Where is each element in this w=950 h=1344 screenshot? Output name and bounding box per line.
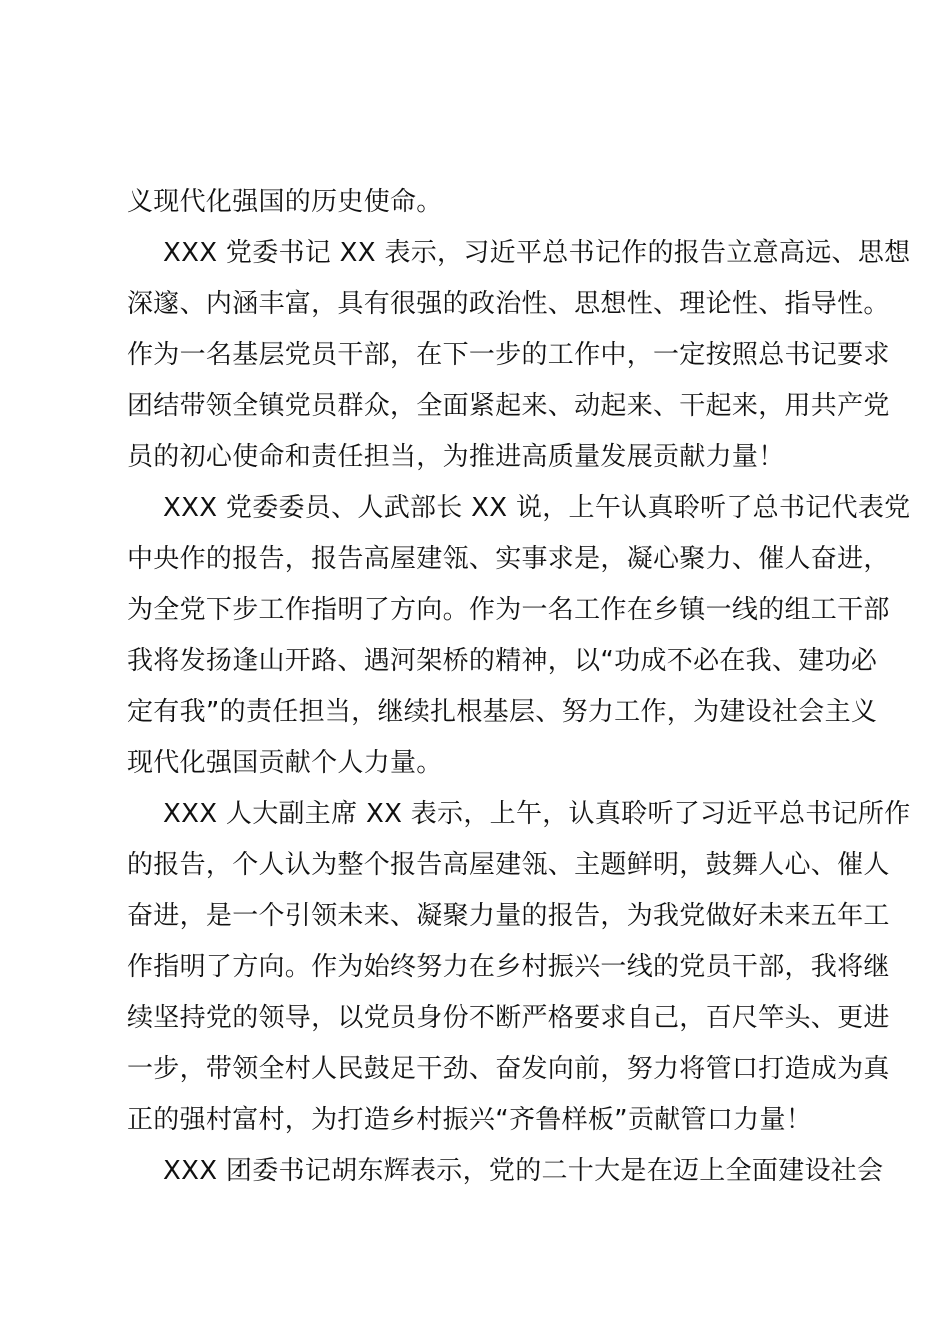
text-line: 一步，带领全村人民鼓足干劲、奋发向前，努力将管口打造成为真 bbox=[127, 1054, 890, 1084]
text-line: 深邃、内涵丰富，具有很强的政治性、思想性、理论性、指导性。 bbox=[127, 289, 890, 319]
text-line: 作指明了方向。作为始终努力在乡村振兴一线的党员干部，我将继 bbox=[127, 952, 890, 982]
paragraph-first-line: XXX 人大副主席 XX 表示，上午，认真聆听了习近平总书记所作 bbox=[163, 799, 911, 829]
text-line: 义现代化强国的历史使命。 bbox=[127, 187, 443, 217]
text-line: 团结带领全镇党员群众，全面紧起来、动起来、干起来，用共产党 bbox=[127, 391, 890, 421]
text-line: 中央作的报告，报告高屋建瓴、实事求是，凝心聚力、催人奋进， bbox=[127, 544, 890, 574]
paragraph-first-line: XXX 团委书记胡东辉表示，党的二十大是在迈上全面建设社会 bbox=[163, 1156, 884, 1186]
text-line: 作为一名基层党员干部，在下一步的工作中，一定按照总书记要求 bbox=[127, 340, 890, 370]
text-line: 定有我”的责任担当，继续扎根基层、努力工作，为建设社会主义 bbox=[127, 697, 878, 727]
text-line: 为全党下步工作指明了方向。作为一名工作在乡镇一线的组工干部 bbox=[127, 595, 890, 625]
text-line: 续坚持党的领导，以党员身份不断严格要求自己，百尺竿头、更进 bbox=[127, 1003, 890, 1033]
text-line: 我将发扬逢山开路、遇河架桥的精神，以“功成不必在我、建功必 bbox=[127, 646, 878, 676]
text-line: 员的初心使命和责任担当，为推进高质量发展贡献力量！ bbox=[127, 442, 785, 472]
text-line: 正的强村富村，为打造乡村振兴“齐鲁样板”贡献管口力量！ bbox=[127, 1105, 813, 1135]
paragraph-first-line: XXX 党委委员、人武部长 XX 说，上午认真聆听了总书记代表党 bbox=[163, 493, 911, 523]
paragraph-first-line: XXX 党委书记 XX 表示，习近平总书记作的报告立意高远、思想 bbox=[163, 238, 911, 268]
text-line: 奋进，是一个引领未来、凝聚力量的报告，为我党做好未来五年工 bbox=[127, 901, 890, 931]
text-line: 的报告，个人认为整个报告高屋建瓴、主题鲜明，鼓舞人心、催人 bbox=[127, 850, 890, 880]
text-line: 现代化强国贡献个人力量。 bbox=[127, 748, 443, 778]
